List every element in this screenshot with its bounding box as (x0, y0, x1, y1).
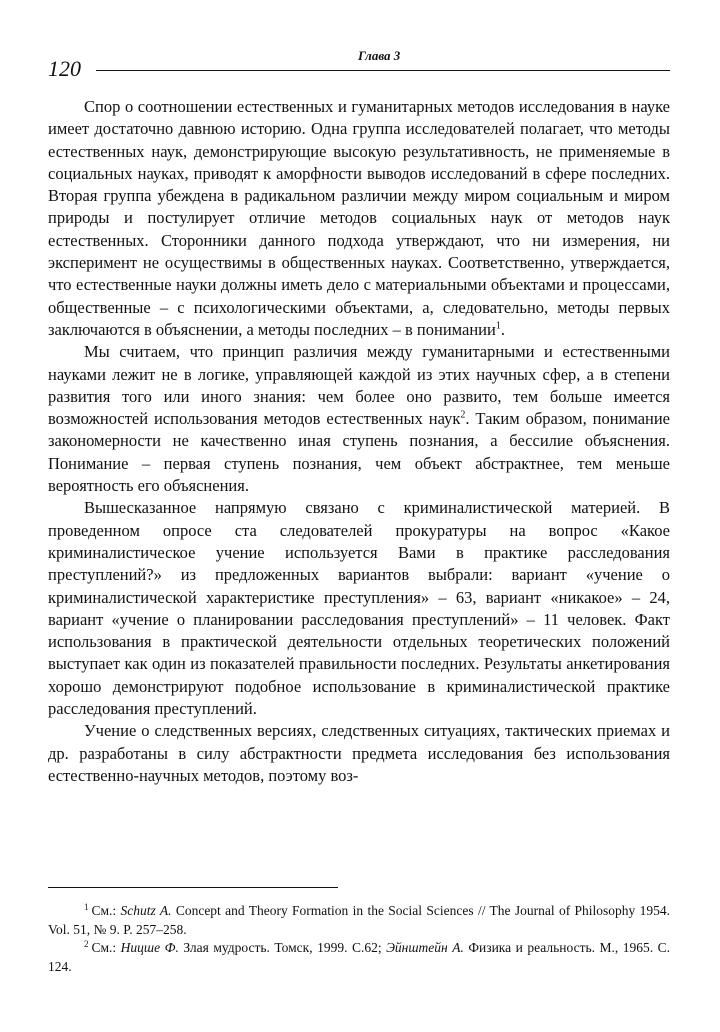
running-header (48, 48, 670, 84)
paragraph-text: Мы считаем, что принцип различия между гуманитарными и естественными науками лежит не в логике, управляющей каждой из этих научных сфер, а в степени развития того или иного знания: чем более оно развито, тем больше имеется возможностей использования методов естественных наук (48, 342, 670, 429)
paragraph-text: Спор о соотношении естественных и гуманитарных методов исследования в науке имеет достаточно давнюю историю. Одна группа исследователей полагает, что методы естественных наук, демонстрирующие высокую результативность, не применяемые в социальных науках, приводят к аморфности выводов исследований в сфере последних. Вторая группа убеждена в радикальном различии между миром социальным и миром природы и постулирует отличие методов социальных наук от методов наук естественных. Сторонники данного подхода утверждают, что ни измерения, ни эксперимент не осуществимы в общественных науках. Соответственно, утверждается, что естественные науки должны иметь дело с материальными объектами и процессами, общественные – с психологическими объектами, а, следовательно, методы первых заключаются в объяснении, а методы последних – в понимании (48, 97, 670, 339)
footnote-2 (48, 939, 670, 976)
paragraph-4 (48, 720, 670, 787)
paragraph-text-tail: . (500, 319, 505, 339)
footnotes (48, 902, 670, 976)
footnote-number: 1 (84, 901, 89, 912)
footnote-prefix: См.: (91, 903, 121, 918)
footnote-text: Concept and Theory Formation in the Social Sciences // The Journal of Philosophy 1954. Vol. 51, № 9. P. 257–258. (48, 903, 670, 937)
paragraph-1 (48, 96, 670, 341)
footnote-text-2: Физика и реальность. М., 1965. С. 124. (48, 940, 670, 974)
footnote-1 (48, 902, 670, 939)
paragraph-text-tail: . Таким образом, понимание закономерности не качественно иная ступень познания, а бессилие объяснения. Понимание – первая ступень познания, чем объект абстрактнее, тем меньше вероятность его объяснения. (48, 409, 670, 496)
footnote-author: Ницше Ф. (120, 940, 179, 955)
paragraph-3 (48, 497, 670, 720)
footnote-text: Злая мудрость. Томск, 1999. С.62; (178, 940, 387, 955)
paragraph-2 (48, 341, 670, 497)
footnote-ref: 2 (460, 409, 466, 421)
footnote-number: 2 (84, 938, 89, 949)
page-number: 120 (48, 56, 81, 81)
footnote-author-2: Эйнштейн А. (386, 940, 464, 955)
paragraph-text: Вышесказанное напрямую связано с криминалистической материей. В проведенном опросе ста следователей прокуратуры на вопрос «Какое криминалистическое учение используется Вами в практике расследования преступлений?» из предложенных вариантов выбрали: вариант «учение о криминалистической характеристике преступления» – 63, вариант «никакое» – 24, вариант «учение о планировании расследования преступлений» – 11 человек. Факт использования в практической деятельности отдельных теоретических положений выступает как один из показателей правильности последних. Результаты анкетирования хорошо демонстрируют подобное использование в криминалистической практике расследования преступлений. (48, 498, 670, 719)
chapter-title: Глава 3 (358, 48, 401, 63)
paragraph-text: Учение о следственных версиях, следственных ситуациях, тактических приемах и др. разработаны в силу абстрактности предмета исследования без использования естественно-научных методов, поэтому воз- (48, 721, 670, 785)
header-rule (96, 70, 670, 71)
footnote-separator (48, 887, 338, 888)
body-text (48, 96, 670, 787)
footnote-author: Schutz A. (120, 903, 172, 918)
footnote-prefix: См.: (91, 940, 121, 955)
footnote-ref: 1 (495, 320, 501, 332)
